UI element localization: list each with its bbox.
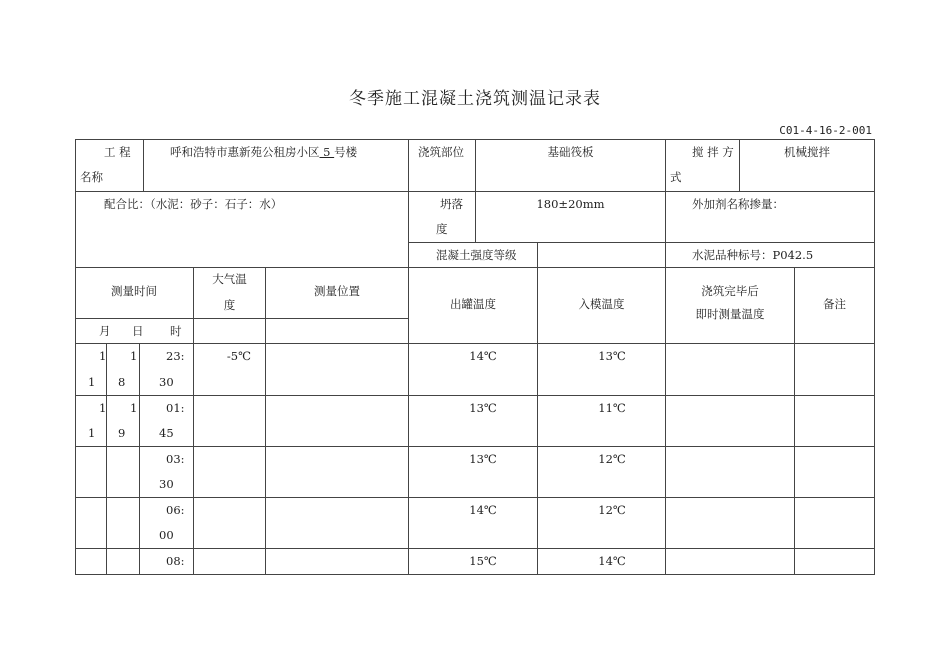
row-hour: 23:	[166, 349, 185, 363]
slump-value: 180±20mm	[536, 197, 605, 211]
project-label-2: 名称	[80, 170, 103, 184]
pour-part-value: 基础筏板	[547, 145, 594, 159]
col-air-temp: 大气温	[212, 272, 247, 286]
mix-method-label: 搅 拌 方	[692, 145, 734, 159]
col-mold-temp: 入模温度	[578, 297, 625, 311]
project-value	[170, 139, 357, 165]
row-month: 1	[99, 401, 107, 415]
row-hour: 03:	[166, 452, 185, 466]
row-air-temp: -5℃	[226, 349, 251, 363]
cement-label: 水泥品种标号：P042.5	[692, 248, 814, 262]
row-hour-2: 45	[159, 426, 174, 440]
slump-label-2: 度	[436, 222, 448, 236]
col-day: 日	[132, 324, 144, 338]
col-month: 月	[99, 324, 111, 338]
project-value-suffix: 号楼	[334, 145, 358, 159]
row-outlet-temp: 13℃	[469, 401, 497, 415]
col-remark: 备注	[823, 297, 846, 311]
row-day: 1	[130, 349, 138, 363]
row-mold-temp: 14℃	[598, 554, 626, 568]
mix-method-value: 机械搅拌	[784, 145, 830, 159]
admixture-label: 外加剂名称掺量：	[692, 197, 784, 211]
row-outlet-temp: 14℃	[469, 503, 497, 517]
col-air-temp-2: 度	[223, 298, 236, 312]
col-after-pour: 浇筑完毕后	[701, 284, 759, 298]
mix-method-label-2: 式	[670, 170, 682, 184]
project-value-prefix: 呼和浩特市惠新苑公租房小区	[170, 145, 320, 159]
form-code: C01-4-16-2-001	[779, 124, 872, 137]
row-mold-temp: 11℃	[598, 401, 626, 415]
row-hour-2: 30	[159, 477, 174, 491]
col-position: 测量位置	[314, 284, 360, 298]
row-day-2: 9	[118, 426, 126, 440]
row-outlet-temp: 15℃	[469, 554, 497, 568]
row-mold-temp: 12℃	[598, 452, 626, 466]
mix-ratio-label: 配合比：（水泥：砂子：石子：水）	[104, 197, 283, 211]
slump-label: 坍落	[440, 197, 463, 211]
row-outlet-temp: 14℃	[469, 349, 497, 363]
row-mold-temp: 13℃	[598, 349, 626, 363]
page-title: 冬季施工混凝土浇筑测温记录表	[349, 89, 601, 109]
col-time: 测量时间	[111, 284, 157, 298]
row-mold-temp: 12℃	[598, 503, 626, 517]
project-building-number: 5	[319, 145, 335, 159]
strength-label: 混凝土强度等级	[436, 248, 517, 262]
row-month-2: 1	[88, 375, 96, 389]
row-hour: 06:	[166, 503, 185, 517]
row-month: 1	[99, 349, 107, 363]
col-after-pour-2: 即时测量温度	[695, 307, 765, 321]
row-hour-2: 30	[159, 375, 174, 389]
row-day-2: 8	[118, 375, 126, 389]
row-hour: 01:	[166, 401, 185, 415]
col-hour: 时	[170, 324, 182, 338]
row-day: 1	[130, 401, 138, 415]
col-outlet-temp: 出罐温度	[450, 297, 496, 311]
project-label: 工 程	[104, 145, 131, 159]
row-hour: 08:	[166, 554, 185, 568]
pour-part-label: 浇筑部位	[418, 145, 464, 159]
row-hour-2: 00	[159, 528, 174, 542]
row-month-2: 1	[88, 426, 96, 440]
row-outlet-temp: 13℃	[469, 452, 497, 466]
